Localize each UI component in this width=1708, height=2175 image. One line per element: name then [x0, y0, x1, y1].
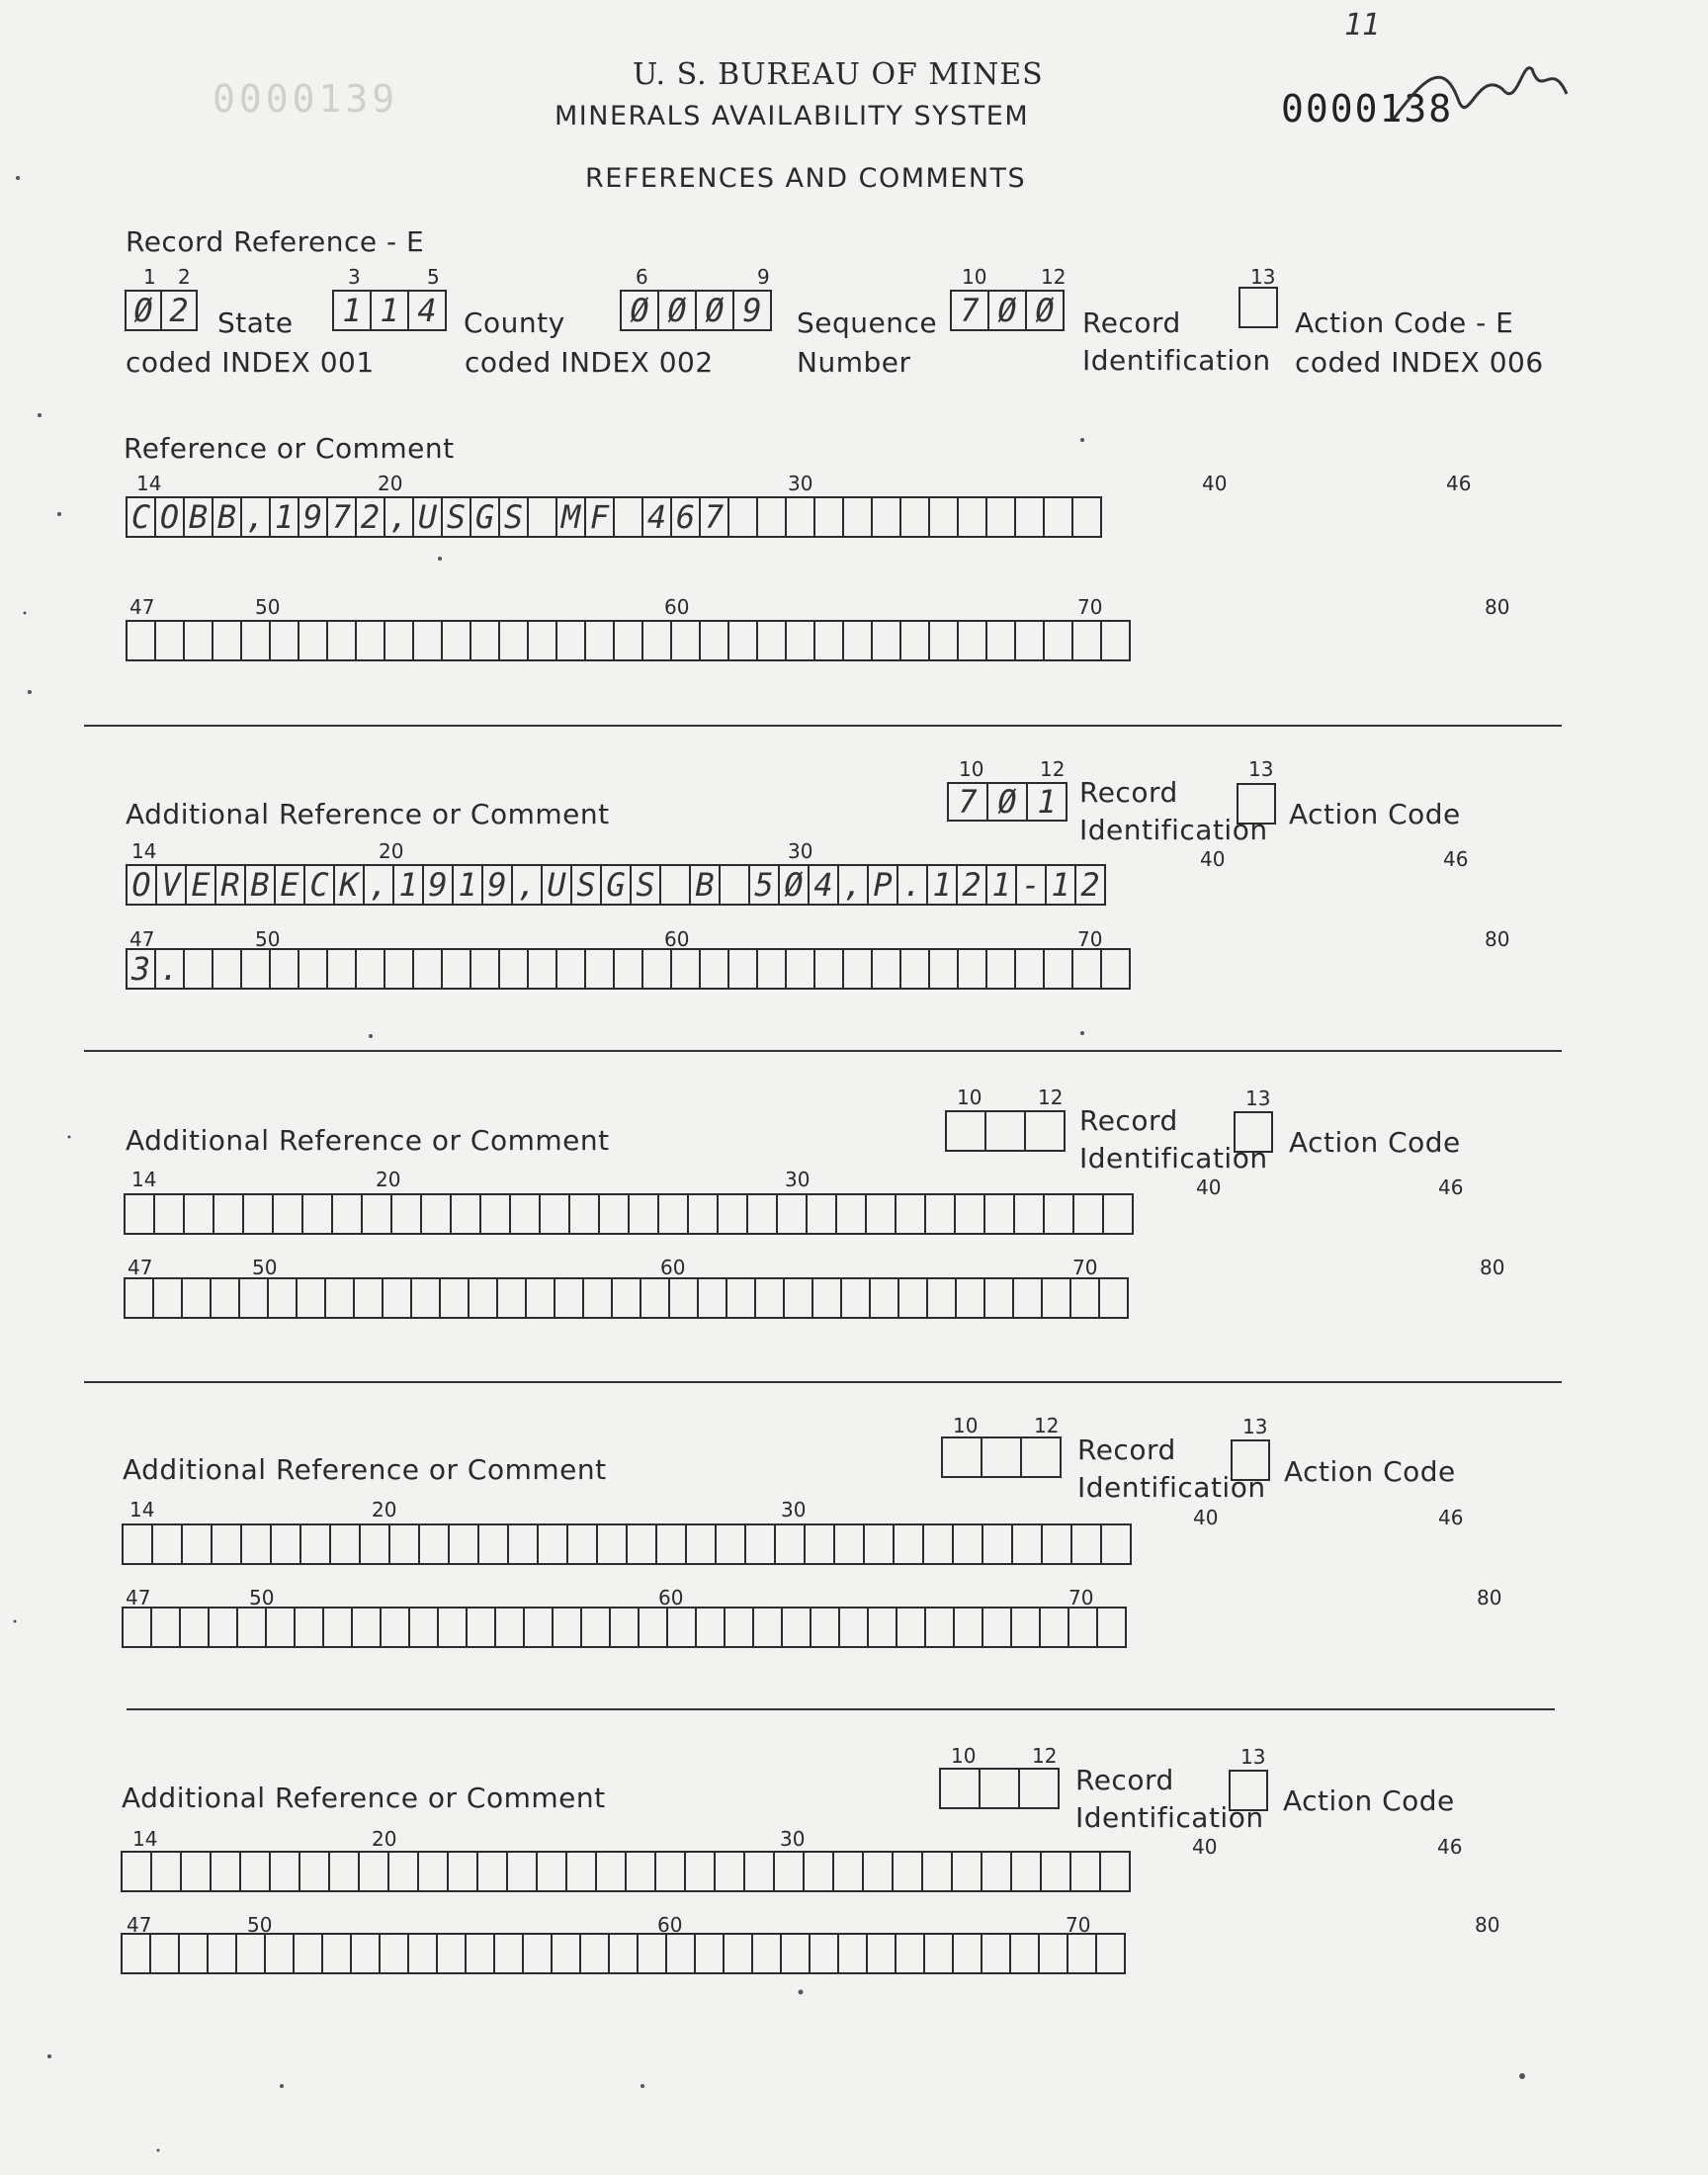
field-num: 12 — [1032, 1744, 1058, 1768]
char-cell[interactable]: O — [126, 864, 157, 906]
col-num-14: 14 — [129, 1498, 155, 1522]
county-sublabel: coded INDEX 002 — [465, 346, 714, 379]
record-id-sublabel: Identification — [1077, 1471, 1266, 1504]
col-num-40: 40 — [1196, 1175, 1222, 1199]
col-num-60: 60 — [660, 1256, 686, 1279]
char-cell[interactable]: E — [274, 864, 305, 906]
char-cell[interactable]: Ø — [778, 864, 810, 906]
field-num: 12 — [1034, 1414, 1060, 1437]
col-num-47: 47 — [129, 595, 155, 619]
char-cell[interactable]: 7 — [947, 782, 988, 822]
col-num-70: 70 — [1068, 1586, 1094, 1610]
col-num-30: 30 — [781, 1498, 807, 1522]
char-cell[interactable]: O — [154, 496, 185, 538]
char-cell[interactable]: 9 — [481, 864, 513, 906]
record-id-label: Record — [1082, 306, 1181, 339]
col-num-20: 20 — [378, 472, 403, 495]
col-num-50: 50 — [255, 927, 281, 951]
field-num: 6 — [636, 265, 648, 289]
char-cell[interactable]: Ø — [657, 290, 697, 331]
record-id-sublabel: Identification — [1079, 814, 1268, 846]
col-num-14: 14 — [136, 472, 162, 495]
char-cell[interactable]: B — [183, 496, 214, 538]
char-cell[interactable]: , — [240, 496, 271, 538]
char-cell[interactable]: 4 — [407, 290, 447, 331]
field-num: 10 — [962, 265, 987, 289]
char-cell[interactable]: , — [363, 864, 394, 906]
record-id-sublabel: Identification — [1079, 1142, 1268, 1174]
field-num: 13 — [1248, 757, 1274, 781]
col-num-50: 50 — [247, 1913, 273, 1937]
col-num-47: 47 — [128, 1256, 153, 1279]
char-cell[interactable]: 1 — [926, 864, 958, 906]
col-num-70: 70 — [1077, 927, 1103, 951]
col-num-30: 30 — [785, 1168, 811, 1191]
field-num: 2 — [178, 265, 191, 289]
county-label: County — [464, 306, 565, 339]
record-id-label: Record — [1079, 776, 1178, 809]
field-num: 10 — [957, 1086, 982, 1109]
corner-mark: 11 — [1344, 8, 1381, 43]
col-num-70: 70 — [1077, 595, 1103, 619]
char-cell[interactable]: 7 — [950, 290, 989, 331]
char-cell[interactable]: - — [1015, 864, 1047, 906]
record-id-sublabel: Identification — [1075, 1801, 1264, 1834]
char-cell[interactable]: 1 — [392, 864, 424, 906]
char-cell[interactable]: 5 — [748, 864, 780, 906]
field-num: 13 — [1242, 1415, 1268, 1438]
char-cell[interactable]: , — [511, 864, 543, 906]
action-code-label: Action Code - E — [1295, 306, 1514, 339]
char-cell[interactable]: 1 — [332, 290, 372, 331]
field-num: 13 — [1245, 1087, 1271, 1110]
col-num-50: 50 — [249, 1586, 275, 1610]
char-cell[interactable]: 1 — [269, 496, 299, 538]
field-num: 10 — [951, 1744, 977, 1768]
action-code-sublabel: coded INDEX 006 — [1295, 346, 1544, 379]
char-cell[interactable]: . — [154, 948, 185, 990]
char-cell[interactable]: 2 — [956, 864, 987, 906]
col-num-20: 20 — [372, 1498, 397, 1522]
col-num-80: 80 — [1477, 1586, 1502, 1610]
field-num: 9 — [757, 265, 770, 289]
col-num-40: 40 — [1200, 847, 1226, 871]
char-cell[interactable]: 1 — [452, 864, 483, 906]
action-code-label: Action Code — [1284, 1455, 1456, 1488]
char-cell[interactable]: Ø — [620, 290, 659, 331]
char-cell[interactable]: Ø — [987, 290, 1027, 331]
record-id-label: Record — [1077, 1434, 1176, 1466]
char-cell[interactable]: F — [584, 496, 615, 538]
col-num-46: 46 — [1443, 847, 1469, 871]
char-cell[interactable]: , — [384, 496, 414, 538]
char-cell[interactable]: Ø — [695, 290, 734, 331]
form-title: REFERENCES AND COMMENTS — [585, 163, 1027, 194]
col-num-47: 47 — [129, 927, 155, 951]
char-cell[interactable]: Ø — [1025, 290, 1065, 331]
char-cell[interactable]: P — [867, 864, 898, 906]
field-num: 13 — [1250, 265, 1276, 289]
action-code-label: Action Code — [1289, 1126, 1461, 1159]
char-cell[interactable]: 3 — [126, 948, 156, 990]
col-num-47: 47 — [127, 1913, 152, 1937]
col-num-47: 47 — [126, 1586, 151, 1610]
col-num-60: 60 — [664, 927, 690, 951]
col-num-80: 80 — [1475, 1913, 1500, 1937]
char-cell[interactable]: B — [689, 864, 721, 906]
col-num-80: 80 — [1485, 927, 1510, 951]
col-num-60: 60 — [657, 1913, 683, 1937]
char-cell[interactable]: 2 — [1074, 864, 1106, 906]
char-cell[interactable]: , — [837, 864, 869, 906]
field-num: 12 — [1041, 265, 1067, 289]
char-cell[interactable]: 9 — [298, 496, 328, 538]
char-cell[interactable]: S — [441, 496, 471, 538]
char-cell[interactable]: Ø — [986, 782, 1028, 822]
col-num-50: 50 — [252, 1256, 278, 1279]
col-num-40: 40 — [1193, 1506, 1219, 1529]
col-num-70: 70 — [1066, 1913, 1091, 1937]
stamp-number: 0000138 — [1281, 87, 1454, 130]
col-num-46: 46 — [1438, 1506, 1464, 1529]
char-cell[interactable]: E — [185, 864, 216, 906]
char-cell[interactable]: G — [470, 496, 500, 538]
action-code-label: Action Code — [1289, 798, 1461, 830]
char-cell[interactable]: 1 — [985, 864, 1017, 906]
col-num-46: 46 — [1437, 1835, 1463, 1859]
char-cell[interactable]: 7 — [326, 496, 357, 538]
field-num: 10 — [959, 757, 984, 781]
col-num-40: 40 — [1192, 1835, 1218, 1859]
col-num-30: 30 — [780, 1827, 806, 1851]
char-cell[interactable]: S — [498, 496, 529, 538]
char-cell[interactable]: Ø — [125, 290, 162, 331]
char-cell[interactable]: S — [630, 864, 661, 906]
additional-comment-heading: Additional Reference or Comment — [123, 1453, 607, 1486]
char-cell[interactable]: K — [333, 864, 365, 906]
char-cell[interactable]: B — [244, 864, 276, 906]
col-num-80: 80 — [1480, 1256, 1505, 1279]
col-num-20: 20 — [376, 1168, 401, 1191]
reference-comment-heading: Reference or Comment — [124, 432, 455, 465]
char-cell[interactable]: 2 — [160, 290, 198, 331]
field-num: 12 — [1038, 1086, 1064, 1109]
state-sublabel: coded INDEX 001 — [126, 346, 375, 379]
char-cell[interactable]: C — [126, 496, 156, 538]
additional-comment-heading: Additional Reference or Comment — [122, 1782, 606, 1814]
col-num-30: 30 — [788, 839, 813, 863]
record-id-label: Record — [1075, 1764, 1174, 1796]
field-num: 3 — [348, 265, 361, 289]
char-cell[interactable]: C — [303, 864, 335, 906]
char-cell[interactable]: R — [214, 864, 246, 906]
char-cell[interactable]: 1 — [370, 290, 409, 331]
char-cell[interactable]: S — [570, 864, 602, 906]
col-num-30: 30 — [788, 472, 813, 495]
char-cell[interactable]: U — [541, 864, 572, 906]
col-num-40: 40 — [1202, 472, 1228, 495]
page-title: U. S. BUREAU OF MINES — [633, 57, 1044, 92]
col-num-60: 60 — [664, 595, 690, 619]
col-num-60: 60 — [658, 1586, 684, 1610]
char-cell[interactable]: 9 — [422, 864, 454, 906]
char-cell[interactable]: 7 — [699, 496, 729, 538]
page-subtitle: MINERALS AVAILABILITY SYSTEM — [555, 101, 1030, 131]
sequence-sublabel: Number — [797, 346, 911, 379]
col-num-80: 80 — [1485, 595, 1510, 619]
state-label: State — [217, 306, 294, 339]
additional-comment-heading: Additional Reference or Comment — [126, 798, 610, 830]
field-num: 5 — [427, 265, 440, 289]
field-num: 13 — [1240, 1745, 1266, 1769]
char-cell[interactable]: 2 — [355, 496, 385, 538]
char-cell[interactable]: . — [897, 864, 928, 906]
record-id-label: Record — [1079, 1104, 1178, 1137]
char-cell[interactable]: V — [155, 864, 187, 906]
char-cell[interactable]: 1 — [1045, 864, 1076, 906]
col-num-20: 20 — [372, 1827, 397, 1851]
field-num: 12 — [1040, 757, 1066, 781]
col-num-14: 14 — [131, 839, 157, 863]
field-num: 10 — [953, 1414, 979, 1437]
char-cell[interactable]: 4 — [641, 496, 672, 538]
record-id-sublabel: Identification — [1082, 344, 1271, 377]
field-num: 1 — [143, 265, 156, 289]
char-cell[interactable]: 4 — [808, 864, 839, 906]
char-cell[interactable]: 1 — [1026, 782, 1068, 822]
char-cell[interactable]: U — [412, 496, 443, 538]
col-num-20: 20 — [379, 839, 404, 863]
col-num-14: 14 — [132, 1827, 158, 1851]
additional-comment-heading: Additional Reference or Comment — [126, 1124, 610, 1157]
col-num-14: 14 — [131, 1168, 157, 1191]
char-cell[interactable]: G — [600, 864, 632, 906]
col-num-46: 46 — [1438, 1175, 1464, 1199]
char-cell[interactable]: 9 — [732, 290, 772, 331]
sequence-label: Sequence — [797, 306, 938, 339]
col-num-50: 50 — [255, 595, 281, 619]
record-reference-heading: Record Reference - E — [126, 225, 425, 258]
col-num-70: 70 — [1072, 1256, 1098, 1279]
char-cell[interactable]: B — [212, 496, 242, 538]
char-cell[interactable]: 6 — [670, 496, 701, 538]
col-num-46: 46 — [1446, 472, 1472, 495]
ghost-number: 0000139 — [213, 77, 399, 121]
action-code-label: Action Code — [1283, 1784, 1455, 1817]
char-cell[interactable]: M — [555, 496, 586, 538]
